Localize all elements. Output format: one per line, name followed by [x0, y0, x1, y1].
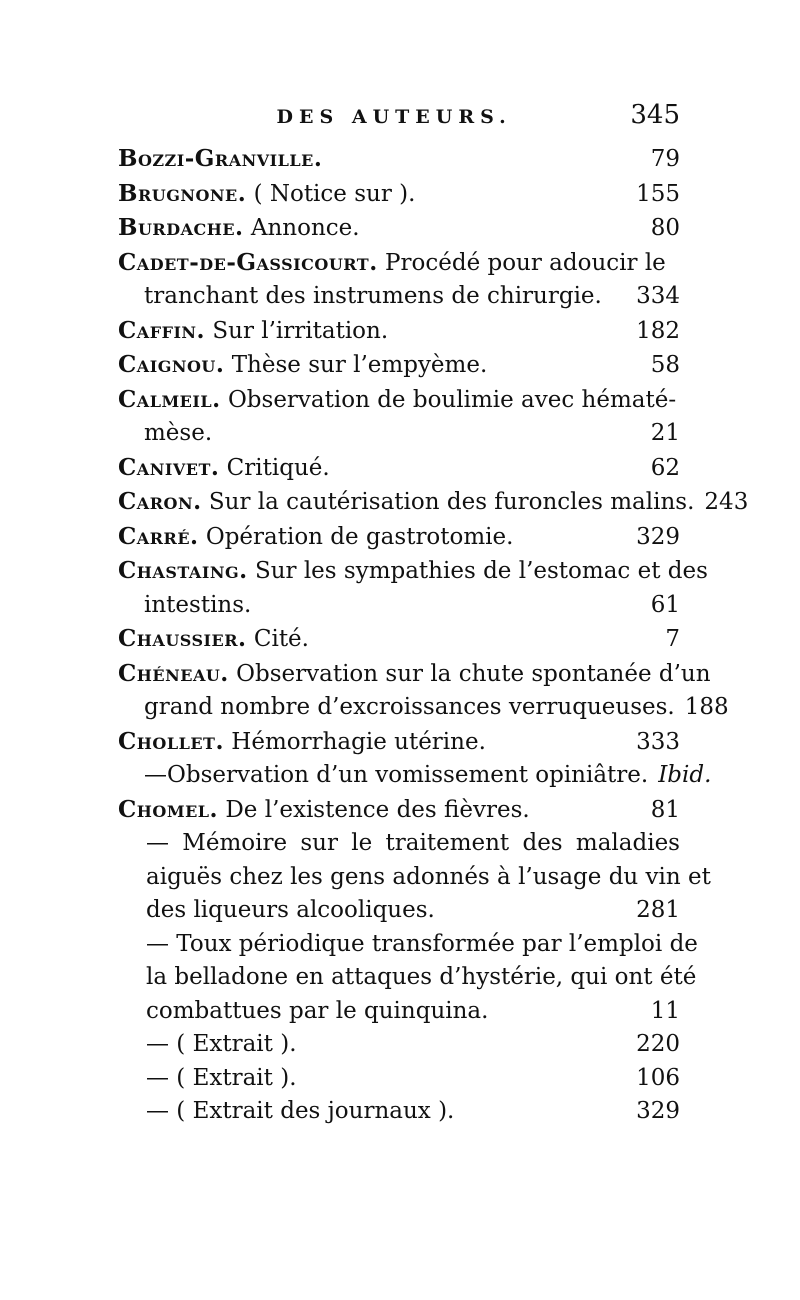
entry-continuation: tranchant des instrumens de chirurgie. [144, 283, 602, 309]
entry-text: —Observation d’un vomissement opiniâtre. [144, 762, 649, 788]
entry-text: Opération de gastrotomie. [205, 523, 514, 550]
index-entries [118, 142, 749, 1129]
author-name: Caignou. [118, 351, 225, 378]
author-name: Brugnone. [118, 179, 247, 207]
page-reference: 58 [650, 352, 680, 378]
index-entry [118, 383, 680, 451]
index-entry [118, 657, 729, 725]
page-header [118, 100, 680, 140]
page-reference: 11 [650, 997, 680, 1024]
entry-text: Cité. [253, 626, 309, 652]
subentry-text: des liqueurs alcooliques. [146, 897, 435, 923]
index-entry [118, 554, 708, 622]
author-name: Caffin. [118, 316, 206, 344]
subentry-text: — ( Extrait des journaux ). [146, 1098, 455, 1124]
page-reference: Ibid. [658, 762, 712, 788]
page-reference: 182 [636, 317, 680, 344]
page-reference: 243 [704, 489, 749, 515]
entry-continuation: mèse. [144, 420, 213, 446]
entry-text: Sur l’irritation. [212, 317, 389, 344]
index-subentry [118, 1095, 680, 1129]
page-reference: 281 [636, 897, 680, 923]
index-entry [118, 246, 680, 314]
index-entry [118, 485, 749, 520]
page-reference: 81 [650, 796, 680, 823]
index-subentry [118, 827, 711, 928]
entry-text: Critiqué. [226, 454, 330, 481]
entry-text: Annonce. [250, 215, 360, 241]
author-name: Caron. [118, 488, 202, 515]
page-reference: 106 [636, 1064, 680, 1091]
index-entry [118, 725, 680, 760]
subentry-line: — Mémoire sur le traitement des maladies [146, 830, 680, 856]
index-subentry [118, 1062, 680, 1096]
subentry-line: aiguës chez les gens adonnés à l’usage du vin et [146, 863, 711, 890]
author-name: Calmeil. [118, 385, 221, 413]
entry-text: ( Notice sur ). [253, 180, 416, 207]
entry-text: Thèse sur l’empyème. [231, 352, 488, 378]
subentry-line: la belladone en attaques d’hystérie, qui ont été [146, 964, 697, 990]
running-title: DES AUTEURS. [276, 106, 512, 128]
entry-text: Hémorrhagie utérine. [231, 728, 486, 755]
index-subentry [118, 1028, 680, 1062]
subentry-text: combattues par le quinquina. [146, 997, 489, 1024]
page-reference: 62 [650, 454, 680, 481]
author-name: Chollet. [118, 727, 224, 755]
subentry-text: — ( Extrait ). [146, 1031, 297, 1057]
entry-text: Observation sur la chute spontanée d’un [236, 660, 711, 687]
entry-text: Sur les sympathies de l’estomac et des [254, 558, 708, 584]
page-reference: 333 [636, 728, 680, 755]
entry-continuation: grand nombre d’excroissances verruqueuses. [144, 694, 675, 720]
index-entry [118, 211, 680, 246]
author-name: Canivet. [118, 453, 220, 481]
page-reference: 155 [636, 180, 680, 207]
author-name: Bozzi-Granville. [118, 145, 323, 172]
index-entry [118, 622, 680, 657]
entry-continuation: intestins. [144, 591, 252, 618]
page-reference: 79 [650, 146, 680, 172]
page-number: 345 [630, 100, 680, 130]
index-entry [118, 142, 680, 177]
index-subentry [118, 928, 698, 1029]
index-entry [118, 314, 680, 349]
page-reference: 329 [636, 1098, 680, 1124]
page-reference: 220 [636, 1031, 680, 1057]
page-reference: 80 [650, 215, 680, 241]
page-reference: 7 [665, 626, 680, 652]
page-reference: 21 [650, 420, 680, 446]
subentry-text: — ( Extrait ). [146, 1064, 297, 1091]
index-entry [118, 793, 680, 828]
index-entry [118, 348, 680, 383]
author-name: Cadet-de-Gassicourt. [118, 248, 378, 276]
author-name: Chomel. [118, 795, 219, 823]
author-name: Chastaing. [118, 557, 248, 584]
author-name: Burdache. [118, 214, 244, 241]
author-name: Carré. [118, 522, 199, 550]
index-entry [118, 451, 680, 486]
subentry-line: — Toux périodique transformée par l’emploi de [146, 930, 698, 957]
index-entry [118, 520, 680, 555]
author-name: Chéneau. [118, 659, 229, 687]
entry-text: De l’existence des fièvres. [225, 796, 530, 823]
index-entry [118, 759, 712, 793]
entry-text: Procédé pour adoucir le [385, 249, 666, 276]
page-reference: 334 [636, 283, 680, 309]
author-name: Chaussier. [118, 625, 247, 652]
page-reference: 329 [636, 523, 680, 550]
entry-text: Observation de boulimie avec hématé- [227, 386, 677, 413]
page-reference: 188 [684, 694, 729, 720]
page-reference: 61 [650, 591, 680, 618]
index-entry [118, 177, 680, 212]
entry-text: Sur la cautérisation des furoncles malins. [208, 489, 695, 515]
